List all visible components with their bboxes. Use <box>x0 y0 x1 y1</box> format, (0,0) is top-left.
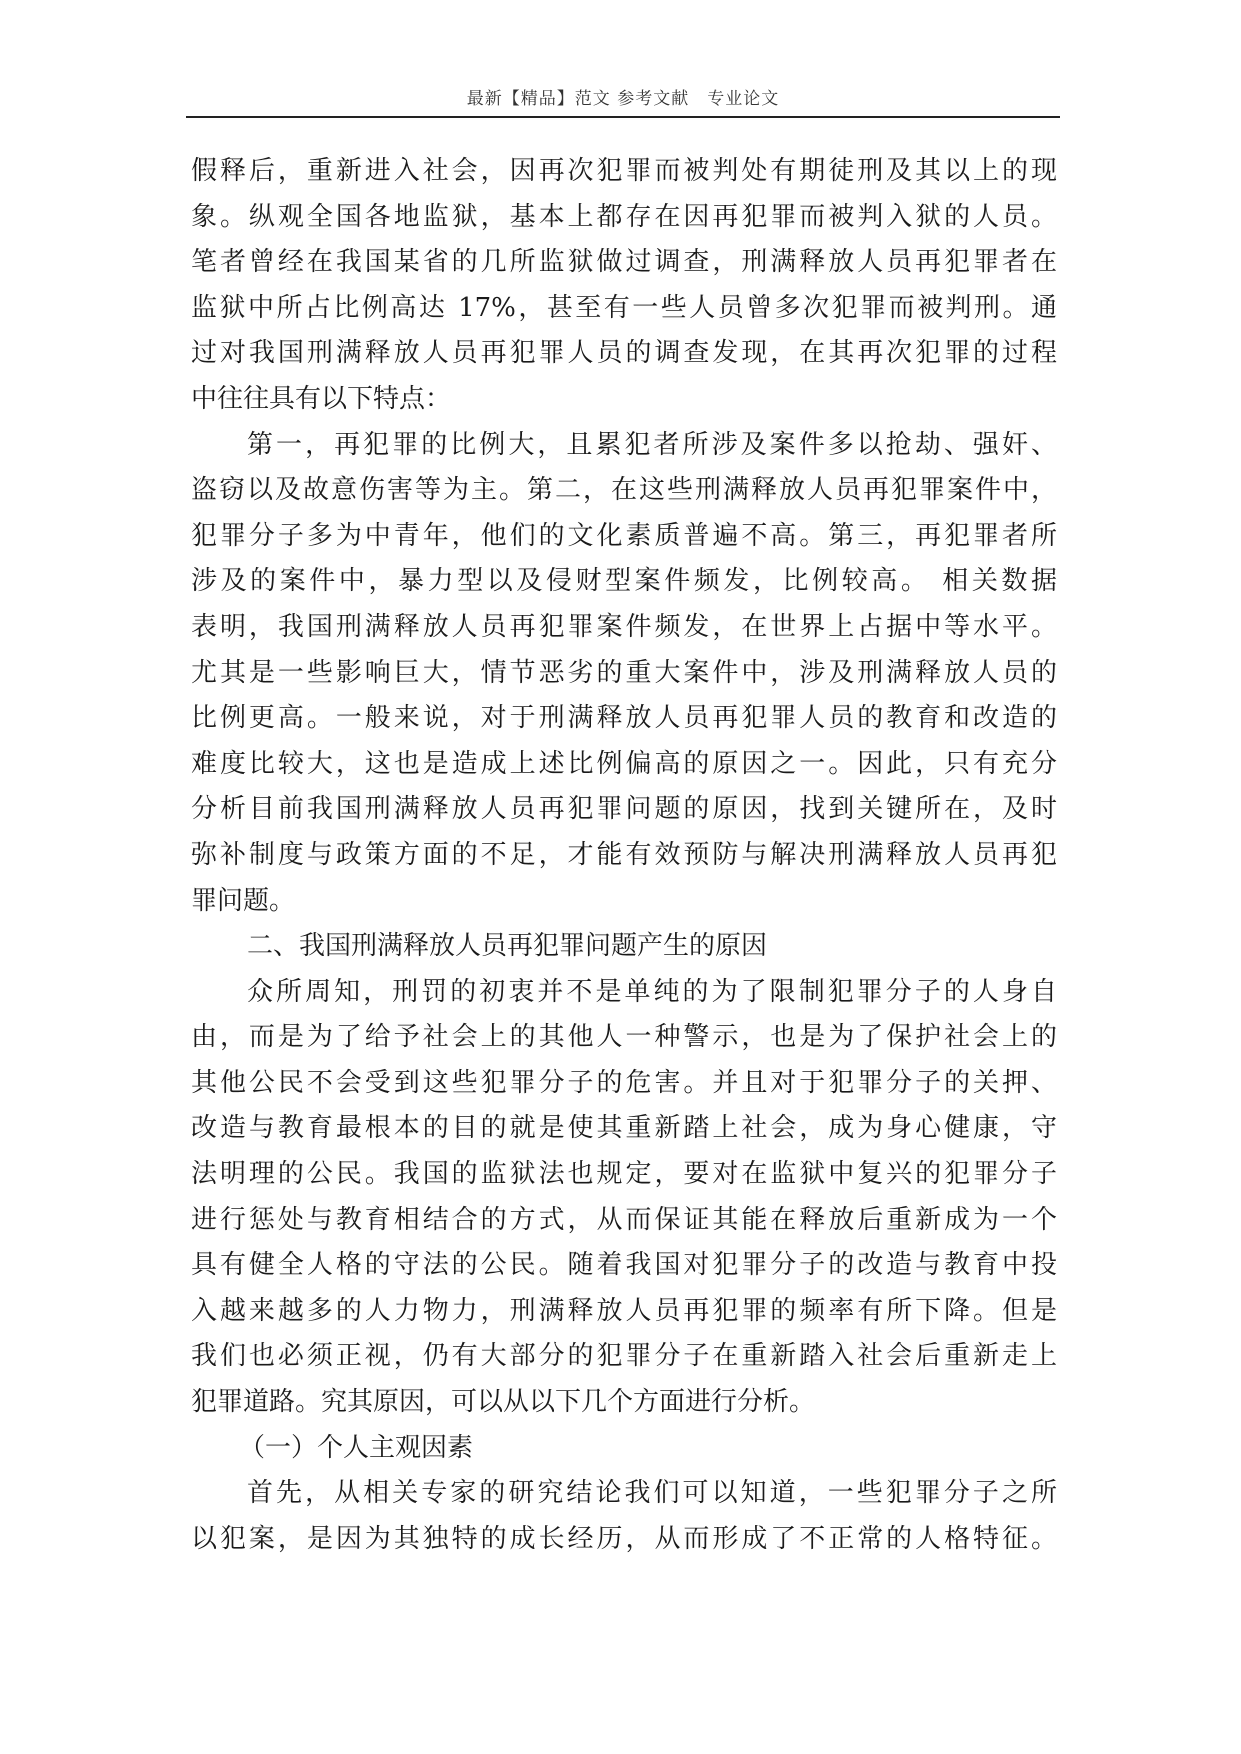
text-line: 以犯案，是因为其独特的成长经历，从而形成了不正常的人格特征。 <box>191 1523 1057 1554</box>
text-line: 犯罪分子多为中青年，他们的文化素质普遍不高。第三，再犯罪者所 <box>191 520 1057 551</box>
text-line: 中往往具有以下特点： <box>191 383 452 414</box>
text-line: 众所周知，刑罚的初衷并不是单纯的为了限制犯罪分子的人身自 <box>247 976 1057 1007</box>
text-line: 笔者曾经在我国某省的几所监狱做过调查，刑满释放人员再犯罪者在 <box>191 247 1057 278</box>
section-heading: 二、我国刑满释放人员再犯罪问题产生的原因 <box>247 931 768 962</box>
text-line: 监狱中所占比例高达 17%，甚至有一些人员曾多次犯罪而被判刑。通 <box>191 292 1057 323</box>
paragraph <box>191 149 1057 423</box>
text-line: 法明理的公民。我国的监狱法也规定，要对在监狱中复兴的犯罪分子 <box>191 1159 1057 1190</box>
text-line: 分析目前我国刑满释放人员再犯罪问题的原因，找到关键所在，及时 <box>191 794 1057 825</box>
text-line: 尤其是一些影响巨大，情节恶劣的重大案件中，涉及刑满释放人员的 <box>191 657 1057 688</box>
subsection-heading: （一）个人主观因素 <box>239 1432 474 1463</box>
text-line: 由，而是为了给予社会上的其他人一种警示，也是为了保护社会上的 <box>191 1022 1057 1053</box>
text-line: 改造与教育最根本的目的就是使其重新踏上社会，成为身心健康，守 <box>191 1113 1057 1144</box>
paragraph <box>191 970 1057 1426</box>
document-body <box>191 149 1057 1562</box>
text-line: 假释后，重新进入社会，因再次犯罪而被判处有期徒刑及其以上的现 <box>191 156 1057 186</box>
text-line: 罪问题。 <box>191 885 296 916</box>
text-line: 难度比较大，这也是造成上述比例偏高的原因之一。因此，只有充分 <box>191 748 1057 779</box>
paragraph <box>191 1471 1057 1562</box>
header-rule <box>186 116 1060 118</box>
text-line: 进行惩处与教育相结合的方式，从而保证其能在释放后重新成为一个 <box>191 1204 1057 1235</box>
text-line: 其他公民不会受到这些犯罪分子的危害。并且对于犯罪分子的关押、 <box>191 1067 1057 1098</box>
text-line: 过对我国刑满释放人员再犯罪人员的调查发现，在其再次犯罪的过程 <box>191 338 1057 369</box>
text-line: 我们也必须正视，仍有大部分的犯罪分子在重新踏入社会后重新走上 <box>191 1341 1057 1372</box>
text-line: 犯罪道路。究其原因，可以从以下几个方面进行分析。 <box>191 1387 816 1418</box>
text-line: 入越来越多的人力物力，刑满释放人员再犯罪的频率有所下降。但是 <box>191 1295 1057 1326</box>
text-line: 具有健全人格的守法的公民。随着我国对犯罪分子的改造与教育中投 <box>191 1250 1057 1281</box>
text-line: 盗窃以及故意伤害等为主。第二，在这些刑满释放人员再犯罪案件中， <box>191 475 1057 506</box>
page-header: 最新【精品】范文 参考文献 专业论文 <box>466 89 780 109</box>
text-line: 表明，我国刑满释放人员再犯罪案件频发，在世界上占据中等水平。 <box>191 611 1057 642</box>
text-line: 弥补制度与政策方面的不足，才能有效预防与解决刑满释放人员再犯 <box>191 839 1057 870</box>
text-line: 涉及的案件中，暴力型以及侵财型案件频发，比例较高。 相关数据 <box>191 566 1057 597</box>
text-line: 第一，再犯罪的比例大，且累犯者所涉及案件多以抢劫、强奸、 <box>247 429 1057 460</box>
text-line: 首先，从相关专家的研究结论我们可以知道，一些犯罪分子之所 <box>247 1478 1057 1509</box>
text-line: 象。纵观全国各地监狱，基本上都存在因再犯罪而被判入狱的人员。 <box>191 201 1057 232</box>
text-line: 比例更高。一般来说，对于刑满释放人员再犯罪人员的教育和改造的 <box>191 703 1057 734</box>
paragraph <box>191 423 1057 925</box>
